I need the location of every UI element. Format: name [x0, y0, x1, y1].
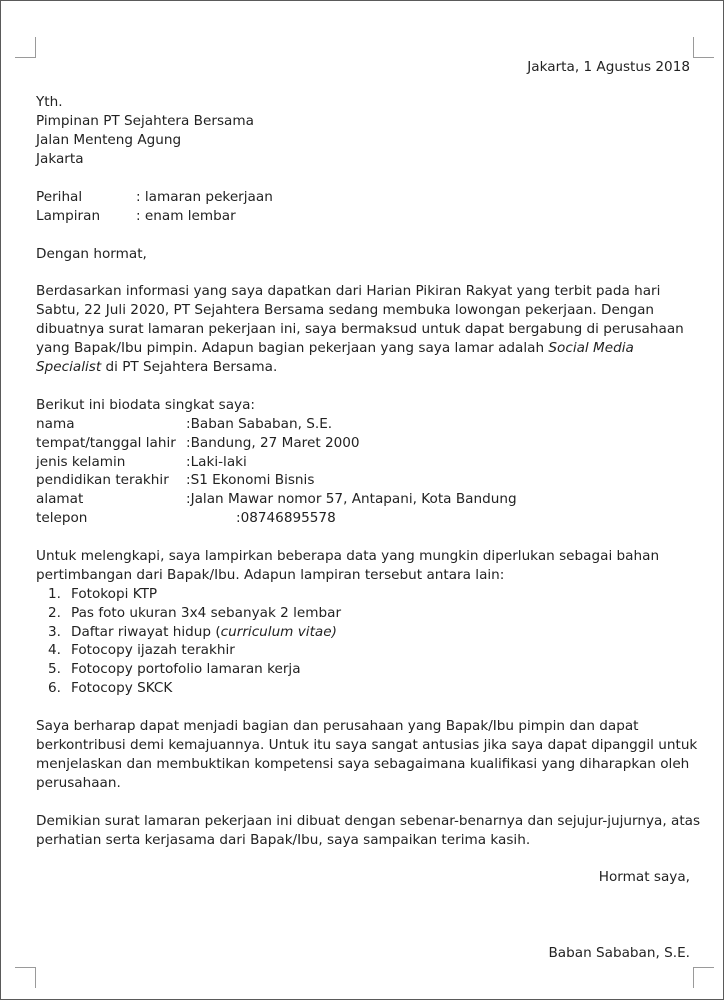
- bio-value: :Baban Sababan, S.E.: [186, 416, 333, 432]
- attach-intro-line: pertimbangan dari Bapak/Ibu. Adapun lampiran tersebut antara lain:: [36, 567, 505, 583]
- meta-value: : enam lembar: [136, 208, 236, 224]
- list-text: Fotocopy SKCK: [71, 680, 173, 696]
- recipient-street: Jalan Menteng Agung: [36, 132, 182, 148]
- bio-row: [36, 434, 360, 453]
- hope-line: Saya berharap dapat menjadi bagian dan perusahaan yang Bapak/Ibu pimpin dan dapat: [36, 718, 639, 734]
- corner-mark-bottom-left: [15, 967, 36, 988]
- list-item: [36, 660, 301, 679]
- recipient-city: Jakarta: [36, 151, 84, 167]
- signoff: Hormat saya,: [598, 869, 690, 885]
- bio-value: :S1 Ekonomi Bisnis: [186, 472, 315, 488]
- signature-name: Baban Sababan, S.E.: [548, 945, 690, 961]
- position-title: Specialist: [36, 359, 102, 375]
- recipient-name: Pimpinan PT Sejahtera Bersama: [36, 113, 254, 129]
- hope-line: menjelaskan dan membuktikan kompetensi saya sebagaimana kualifikasi yang diharapkan oleh: [36, 756, 690, 772]
- bio-value: :08746895578: [236, 510, 336, 526]
- list-text: Fotokopi KTP: [71, 586, 158, 602]
- list-number: 4.: [48, 642, 61, 658]
- bio-row: [36, 490, 517, 509]
- list-text: Pas foto ukuran 3x4 sebanyak 2 lembar: [71, 605, 342, 621]
- intro-line: Sabtu, 22 Juli 2020, PT Sejahtera Bersama sedang membuka lowongan pekerjaan. Dengan: [36, 302, 655, 318]
- bio-row: [36, 415, 332, 434]
- intro-line: [36, 339, 634, 358]
- hope-line: perusahaan.: [36, 775, 121, 791]
- corner-mark-top-right: [693, 37, 714, 58]
- position-title: Social Media: [548, 340, 634, 356]
- closing-line: Demikian surat lamaran pekerjaan ini dibuat dengan sebenar-benarnya dan sejujur-jujurnya, atas: [36, 813, 701, 829]
- greeting: Dengan hormat,: [36, 246, 147, 262]
- list-text: Fotocopy ijazah terakhir: [71, 642, 235, 658]
- meta-row-subject: [36, 188, 273, 207]
- list-text: Daftar riwayat hidup (: [71, 624, 221, 640]
- intro-line: Berdasarkan informasi yang saya dapatkan dari Harian Pikiran Rakyat yang terbit pada hari: [36, 283, 661, 299]
- intro-text: yang Bapak/Ibu pimpin. Adapun bagian pekerjaan yang saya lamar adalah: [36, 340, 549, 356]
- recipient-salutation: Yth.: [36, 94, 63, 110]
- bio-label: pendidikan terakhir: [36, 472, 169, 488]
- bio-intro: Berikut ini biodata singkat saya:: [36, 397, 256, 413]
- list-text-italic: curriculum vitae): [220, 624, 337, 640]
- attach-intro-line: Untuk melengkapi, saya lampirkan beberapa data yang mungkin diperlukan sebagai bahan: [36, 548, 660, 564]
- list-number: 2.: [48, 605, 61, 621]
- hope-line: berkontribusi demi kemajuannya. Untuk itu saya sangat antusias jika saya dapat dipanggil untuk: [36, 737, 698, 753]
- meta-label: Perihal: [36, 189, 83, 205]
- list-number: 5.: [48, 661, 61, 677]
- meta-row-attachments: [36, 207, 236, 226]
- letter-date: Jakarta, 1 Agustus 2018: [527, 59, 690, 75]
- closing-line: perhatian serta kerjasama dari Bapak/Ibu, saya sampaikan terima kasih.: [36, 832, 531, 848]
- intro-text: di PT Sejahtera Bersama.: [101, 359, 278, 375]
- bio-row: [36, 453, 247, 472]
- bio-value: :Bandung, 27 Maret 2000: [186, 435, 360, 451]
- intro-line: dibuatnya surat lamaran pekerjaan ini, saya bermaksud untuk dapat bergabung di perusahaan: [36, 321, 684, 337]
- list-number: 3.: [48, 624, 61, 640]
- list-number: 1.: [48, 586, 61, 602]
- bio-label: nama: [36, 416, 75, 432]
- bio-row: [36, 509, 336, 528]
- bio-label: telepon: [36, 510, 88, 526]
- list-item: [36, 585, 157, 604]
- list-item: [36, 623, 337, 642]
- bio-value: :Jalan Mawar nomor 57, Antapani, Kota Bandung: [186, 491, 517, 507]
- meta-label: Lampiran: [36, 208, 101, 224]
- meta-value: : lamaran pekerjaan: [136, 189, 273, 205]
- list-item: [36, 604, 341, 623]
- list-item: [36, 641, 235, 660]
- corner-mark-bottom-right: [693, 967, 714, 988]
- bio-value: :Laki-laki: [186, 454, 247, 470]
- bio-label: alamat: [36, 491, 84, 507]
- corner-mark-top-left: [15, 37, 36, 58]
- bio-label: jenis kelamin: [36, 454, 126, 470]
- list-text: Fotocopy portofolio lamaran kerja: [71, 661, 301, 677]
- list-number: 6.: [48, 680, 61, 696]
- list-item: [36, 679, 172, 698]
- bio-row: [36, 471, 314, 490]
- intro-line: [36, 358, 277, 377]
- bio-label: tempat/tanggal lahir: [36, 435, 176, 451]
